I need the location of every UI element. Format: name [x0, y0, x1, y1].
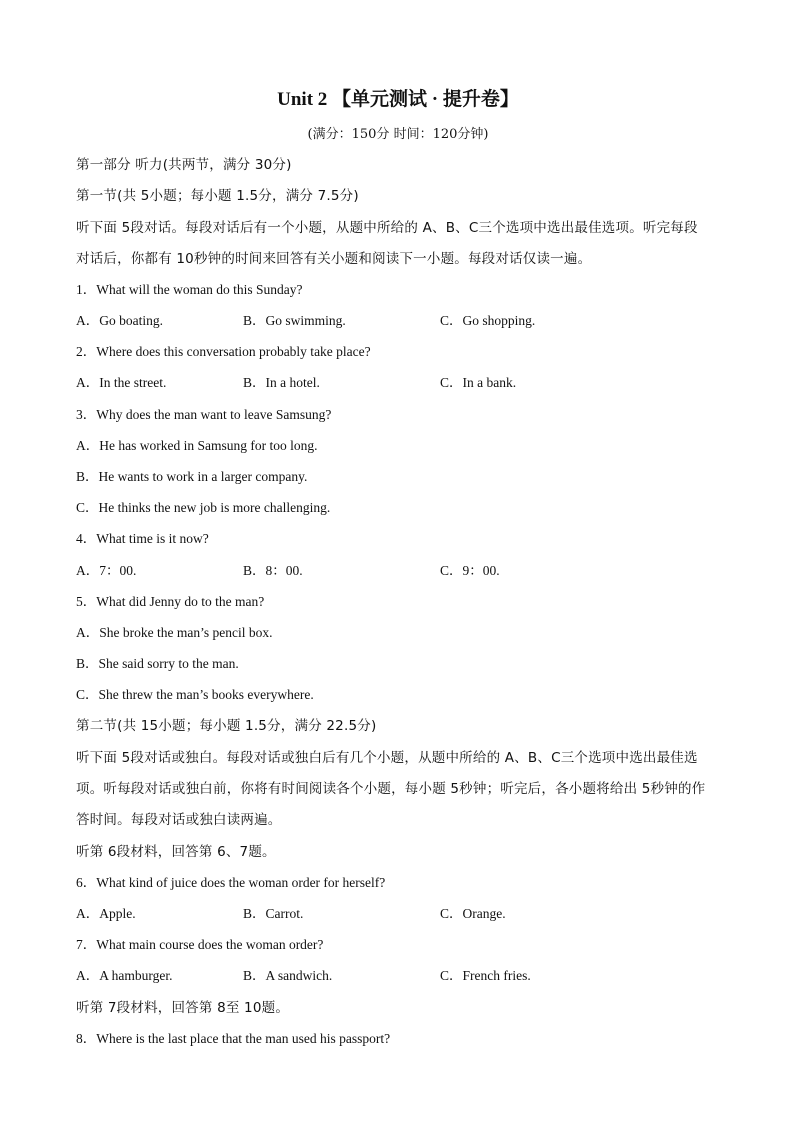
option-c: C．She threw the man’s books everywhere.: [76, 687, 314, 702]
question-text: 1．What will the woman do this Sunday?: [76, 282, 303, 297]
question-text: 7．What main course does the woman order?: [76, 937, 324, 952]
question-text: 4．What time is it now?: [76, 531, 209, 546]
option-c: C．Go shopping.: [440, 313, 536, 328]
instruction-line: 听下面 5段对话。每段对话后有一个小题，从题中所给的 A、B、C三个选项中选出最佳选项。听完每段: [76, 220, 698, 236]
section-heading: 第一节(共 5小题；每小题 1.5分，满分 7.5分): [76, 188, 359, 204]
material-note: 听第 7段材料，回答第 8至 10题。: [76, 1000, 290, 1016]
option-c: C．Orange.: [440, 906, 506, 921]
question-text: 8．Where is the last place that the man used his passport?: [76, 1031, 391, 1046]
question-text: 6．What kind of juice does the woman order for herself?: [76, 875, 386, 890]
option-a: A．7：00.: [76, 563, 137, 578]
option-b: B．She said sorry to the man.: [76, 656, 239, 671]
option-b: B．Carrot.: [243, 906, 304, 921]
instruction-line: 对话后，你都有 10秒钟的时间来回答有关小题和阅读下一小题。每段对话仅读一遍。: [76, 251, 592, 267]
instruction-line: 听下面 5段对话或独白。每段对话或独白后有几个小题，从题中所给的 A、B、C三个选项中选出最佳选: [76, 750, 698, 766]
option-a: A．She broke the man’s pencil box.: [76, 625, 273, 640]
question-text: 5．What did Jenny do to the man?: [76, 594, 265, 609]
option-b: B．He wants to work in a larger company.: [76, 469, 308, 484]
instruction-line: 答时间。每段对话或独白读两遍。: [76, 812, 282, 828]
option-a: A．A hamburger.: [76, 968, 173, 983]
part-heading: 第一部分 听力(共两节，满分 30分): [76, 157, 292, 173]
section-heading: 第二节(共 15小题；每小题 1.5分，满分 22.5分): [76, 718, 377, 734]
option-b: B．A sandwich.: [243, 968, 333, 983]
option-a: A．He has worked in Samsung for too long.: [76, 438, 318, 453]
option-c: C．In a bank.: [440, 375, 517, 390]
option-c: C．French fries.: [440, 968, 531, 983]
page-subtitle: (满分：150分 时间：120分钟): [307, 127, 489, 142]
instruction-line: 项。听每段对话或独白前，你将有时间阅读各个小题，每小题 5秒钟；听完后，各小题将给出 5秒钟的作: [76, 781, 706, 797]
question-text: 3．Why does the man want to leave Samsung?: [76, 407, 332, 422]
option-c: C．9：00.: [440, 563, 500, 578]
page-title: Unit 2 【单元测试 · 提升卷】: [277, 89, 519, 110]
option-b: B．8：00.: [243, 563, 303, 578]
question-text: 2．Where does this conversation probably take place?: [76, 344, 371, 359]
material-note: 听第 6段材料，回答第 6、7题。: [76, 844, 276, 860]
option-a: A．Go boating.: [76, 313, 163, 328]
option-c: C．He thinks the new job is more challenging.: [76, 500, 331, 515]
option-a: A．In the street.: [76, 375, 167, 390]
option-a: A．Apple.: [76, 906, 136, 921]
option-b: B．Go swimming.: [243, 313, 346, 328]
option-b: B．In a hotel.: [243, 375, 320, 390]
